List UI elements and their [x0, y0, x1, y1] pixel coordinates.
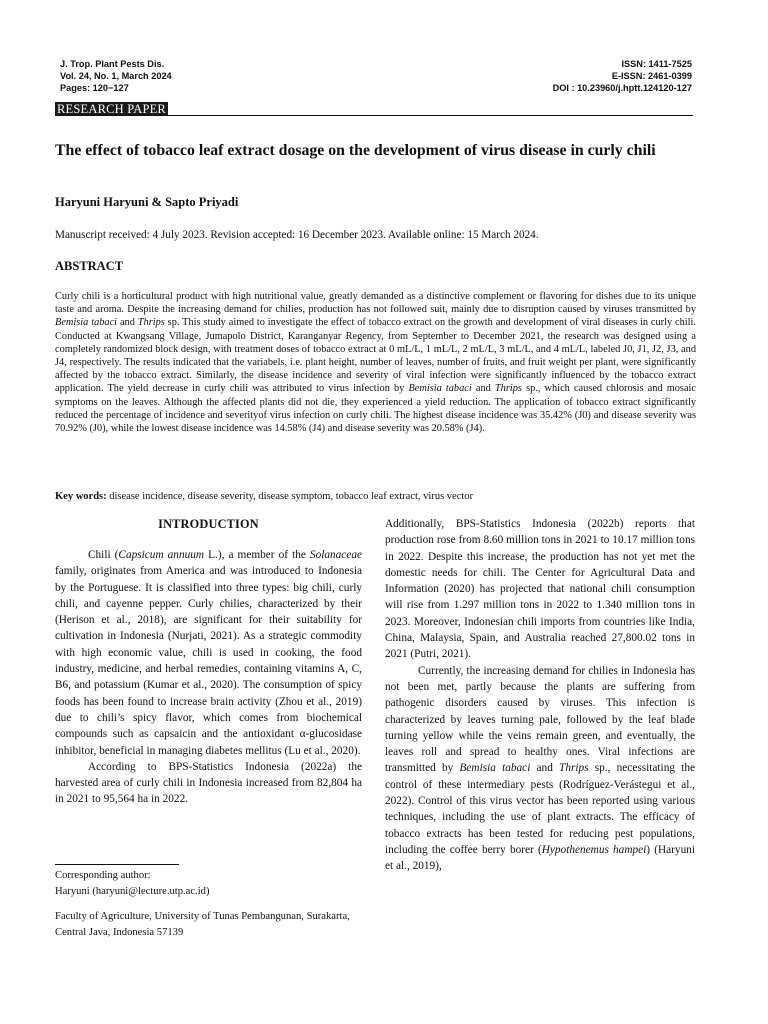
doi[interactable]: DOI : 10.23960/j.hptt.124120-127: [552, 83, 692, 94]
corresponding-contact[interactable]: Haryuni (haryuni@lecture.utp.ac.id): [55, 886, 210, 897]
issn: ISSN: 1411-7525: [621, 59, 692, 69]
keywords-label: Key words:: [55, 491, 107, 502]
right-column: [385, 516, 695, 875]
footnote-divider: [55, 864, 179, 865]
abstract-heading: ABSTRACT: [55, 259, 124, 273]
intro-paragraph-3: Additionally, BPS-Statistics Indonesia (2022b) reports that production rose from 8.60 million tons in 2021 to 10.17 million tons in 2022. Despite this increase, the production has not yet met the domestic needs for chili. The Center for Agricultural Data and Information (2020) has projected that national chili consumption will rise from 1.297 million tons in 2022 to 1.340 million tons in 2023. Moreover, Indonesian chili imports from countries like India, China, Malaysia, Spain, and Australia reached 27,800.02 tons in 2021 (Putri, 2021).: [385, 518, 695, 661]
corresponding-author: [55, 868, 375, 900]
journal-volume: Vol. 24, No. 1, March 2024: [60, 71, 172, 82]
manuscript-dates: Manuscript received: 4 July 2023. Revision accepted: 16 December 2023. Available online: 15 March 2024.: [55, 229, 539, 241]
journal-name: J. Trop. Plant Pests Dis.: [60, 59, 165, 69]
journal-pages: Pages: 120−127: [60, 83, 129, 94]
eissn: E-ISSN: 2461-0399: [611, 71, 692, 82]
article-title: The effect of tobacco leaf extract dosage on the development of virus disease in curly chili: [55, 142, 656, 159]
journal-header-left: [60, 58, 172, 95]
header-divider: [55, 115, 693, 116]
intro-paragraph-2: According to BPS-Statistics Indonesia (2022a) the harvested area of curly chili in Indonesia increased from 82,804 ha in 2021 to 95,564 ha in 2022.: [55, 760, 362, 806]
journal-header-right: [553, 58, 692, 95]
authors: Haryuni Haryuni & Sapto Priyadi: [55, 195, 239, 209]
keywords: [55, 491, 696, 502]
corresponding-label: Corresponding author:: [55, 870, 151, 881]
introduction-heading: INTRODUCTION: [158, 517, 259, 531]
intro-paragraph-4: Currently, the increasing demand for chilies in Indonesia has not been met, partly because the plants are suffering from pathogenic disorders caused by viruses. This infection is characterized by leaves turning pale, followed by the leaf blade turning yellow while the veins remain green, and eventually, the leaves roll and spread to healthy ones. Viral infections are transmitted by Bemisia tabaci and Thrips sp., necessitating the control of these intermediary pests (Rodríguez-Verástegui et al., 2022). Control of this virus vector has been reported using various techniques, including the use of plant extracts. The efficacy of tobacco extracts has been tested for reducing pest populations, including the coffee berry borer (Hypothenemus hampei) (Haryuni et al., 2019),: [385, 664, 696, 873]
article-type-badge: RESEARCH PAPER: [57, 102, 166, 116]
left-column: [55, 516, 362, 808]
keywords-list: disease incidence, disease severity, disease symptom, tobacco leaf extract, virus vector: [106, 491, 474, 502]
intro-paragraph-1: Chili (Capsicum annuum L.), a member of the Solanaceae family, originates from America and was introduced to Indonesia by the Portuguese. It is classified into three types: big chili, curly chili, and cayenne pepper. Curly chilies, characterized by their (Herison et al., 2018), are significant for their suitability for cultivation in Indonesia (Nurjati, 2021). As a strategic commodity with high economic value, chili is used in cooking, the food industry, medicine, and herbal remedies, containing vitamins A, C, B6, and potassium (Kumar et al., 2020). The consumption of spicy foods has been found to increase brain activity (Zhou et al., 2019) due to chili’s spicy flavor, which comes from biochemical compounds such as capsaicin and the antioxidant α-glucosidase inhibitor, beneficial in managing diabetes mellitus (Lu et al., 2020).: [55, 549, 362, 757]
author-affiliation: Faculty of Agriculture, University of Tunas Pembangunan, Surakarta, Central Java, Indonesia 57139: [55, 911, 350, 938]
abstract-text: Curly chili is a horticultural product with high nutritional value, greatly demanded as a distinctive complement or flavoring for dishes due to its unique taste and aroma. Despite the increasing demand for chilies, production has not followed suit, mainly due to disruption caused by viruses transmitted by Bemisia tabaci and Thrips sp. This study aimed to investigate the effect of tobacco extract on the growth and development of viral diseases in curly chili. Conducted at Kwangsang Village, Jumapolo District, Karanganyar Regency, from September to December 2021, the research was designed using a completely randomized block design, with treatment doses of tobacco extract at 0 mL/L, 1 mL/L, 2 mL/L, 3 mL/L, and 4 mL/L, labeled J0, J1, J2, J3, and J4, respectively. The results indicated that the variabels, i.e. plant height, number of leaves, number of fruits, and fruit weight per plant, were significantly affected by the tobacco extract. Similarly, the disease incidence and severity of viral infection were significantly influenced by the tobacco extract application. The yield decrease in curly chili was attributed to virus infection by Bemisia tabaci and Thrips sp., which caused chlorosis and mosaic symptoms on the leaves. Although the affected plants did not die, they experienced a yield reduction. The application of tobacco extract significantly reduced the percentage of incidence and severityof virus infection on curly chili. The highest disease incidence was 35.42% (J0) and disease severity was 70.92% (J0), while the lowest disease incidence was 14.58% (J4) and disease severity was 20.58% (J4).: [55, 291, 697, 435]
